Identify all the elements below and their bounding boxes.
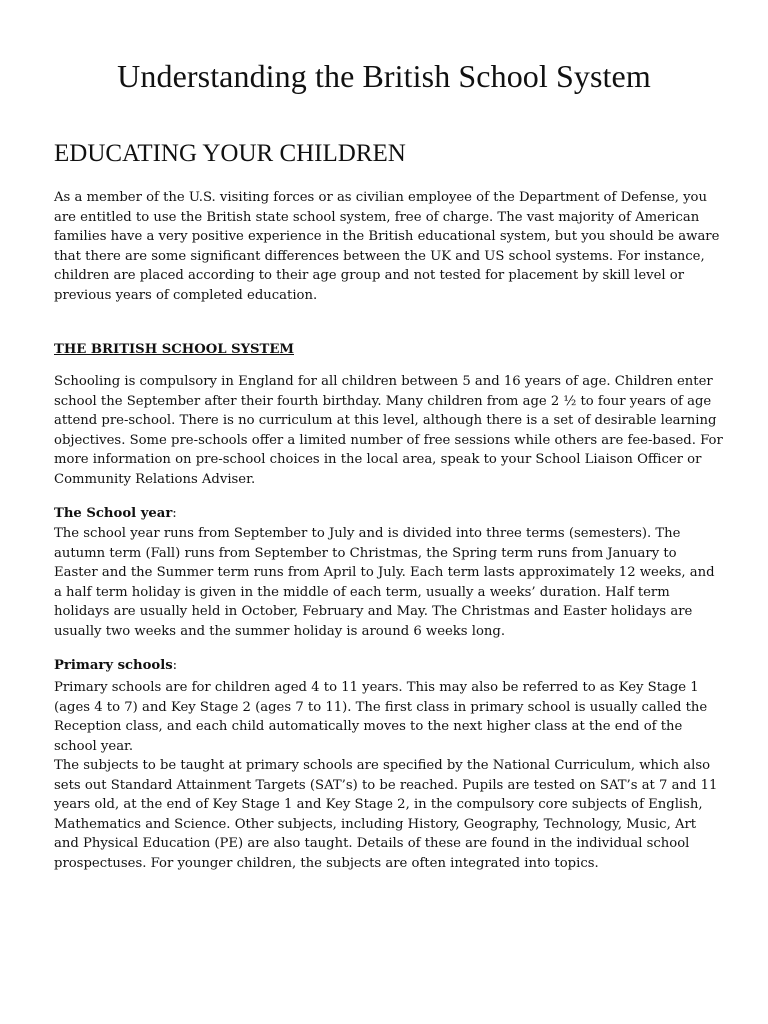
school-year-paragraph: The school year runs from September to July and is divided into three terms (semesters). The autumn term (Fall) runs from September to Christmas, the Spring term runs from January to Easter and the Summer term runs from April to July. Each term lasts approximately 12 weeks, and a half term holiday is given in the middle of each term, usually a weeks’ duration. Half term holidays are usually held in October, February and May. The Christmas and Easter holidays are usually two weeks and the summer holiday is around 6 weeks long. xyxy=(54,526,715,639)
primary-schools-paragraph-1: Primary schools are for children aged 4 to 11 years. This may also be referred to as Key Stage 1 (ages 4 to 7) and Key Stage 2 (ages 7 to 11). The first class in primary school is usually called the Reception class, and each child automatically moves to the next higher class at the end of the school year. xyxy=(54,680,708,754)
primary-schools-heading xyxy=(54,658,177,673)
british-school-system-heading: THE BRITISH SCHOOL SYSTEM xyxy=(54,342,294,357)
schooling-paragraph: Schooling is compulsory in England for all children between 5 and 16 years of age. Children enter school the September after their fourth birthday. Many children from age 2 ½ to four years of age attend pre-school. There is no curriculum at this level, although there is a set of desirable learning objectives. Some pre-schools offer a limited number of free sessions while others are fee-based. For more information on pre-school choices in the local area, speak to your School Liaison Officer or Community Relations Adviser. xyxy=(54,374,723,487)
school-year-heading-text: The School year xyxy=(54,506,173,521)
primary-schools-heading-colon: : xyxy=(172,658,178,673)
document-title: Understanding the British School System xyxy=(117,58,651,94)
primary-schools-heading-text: Primary schools xyxy=(54,658,173,673)
intro-paragraph: As a member of the U.S. visiting forces or as civilian employee of the Department of Defense, you are entitled to use the British state school system, free of charge. The vast majority of American families have a very positive experience in the British educational system, but you should be aware that there are some significant differences between the UK and US school systems. For instance, children are placed according to their age group and not tested for placement by skill level or previous years of completed education. xyxy=(54,190,720,303)
primary-schools-paragraph-2: The subjects to be taught at primary schools are specified by the National Curriculum, which also sets out Standard Attainment Targets (SAT’s) to be reached. Pupils are tested on SAT’s at 7 and 11 years old, at the end of Key Stage 1 and Key Stage 2, in the compulsory core subjects of English, Mathematics and Science. Other subjects, including History, Geography, Technology, Music, Art and Physical Education (PE) are also taught. Details of these are found in the individual school prospectuses. For younger children, the subjects are often integrated into topics. xyxy=(54,758,718,871)
section-title: EDUCATING YOUR CHILDREN xyxy=(54,140,406,167)
school-year-heading xyxy=(54,506,177,521)
school-year-heading-colon: : xyxy=(172,506,177,521)
